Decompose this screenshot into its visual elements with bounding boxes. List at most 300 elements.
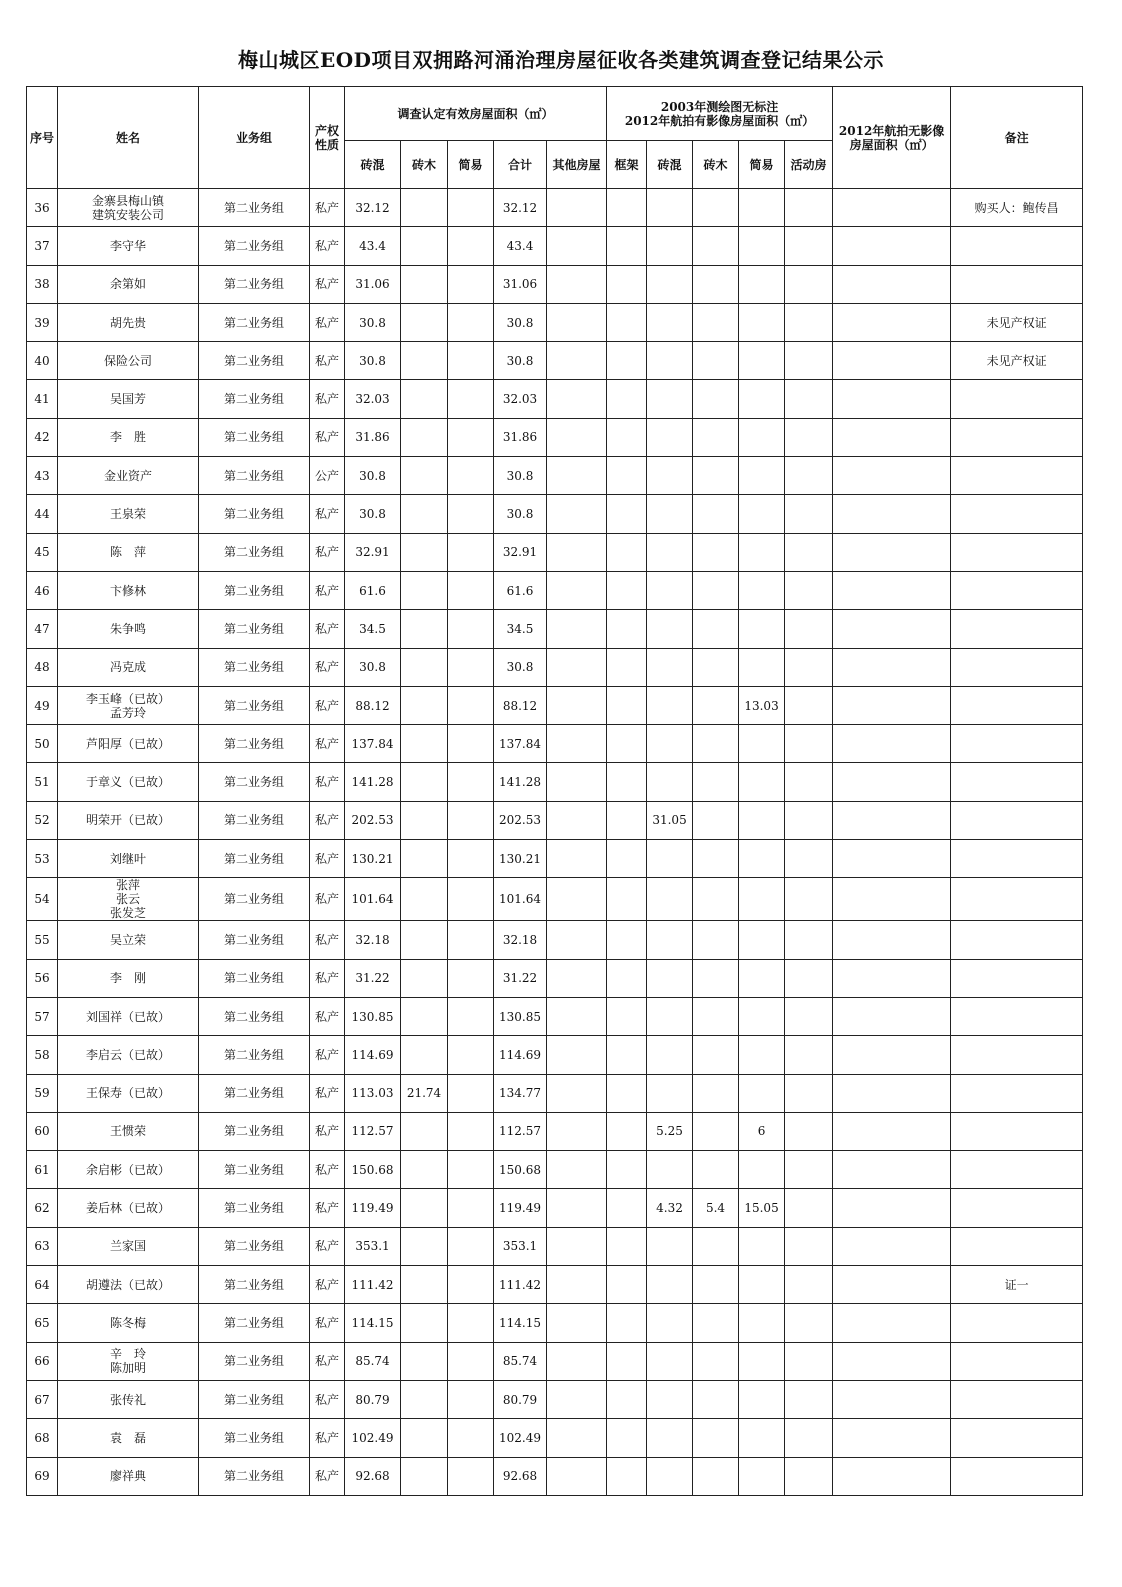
cell-aerial-simple [739, 342, 785, 380]
cell-name: 李启云（已故） [58, 1036, 199, 1074]
cell-noimage-area [833, 921, 951, 959]
cell-survey-brick-wood [401, 840, 448, 878]
cell-aerial-brick-concrete: 4.32 [647, 1189, 693, 1227]
cell-aerial-simple [739, 921, 785, 959]
cell-survey-brick-concrete: 88.12 [345, 686, 401, 724]
cell-seq: 69 [27, 1457, 58, 1495]
cell-name: 卞修林 [58, 571, 199, 609]
cell-aerial-mobile [785, 1151, 833, 1189]
cell-seq: 51 [27, 763, 58, 801]
cell-survey-simple [448, 648, 494, 686]
cell-aerial-brick-wood [693, 571, 739, 609]
cell-aerial-mobile [785, 1227, 833, 1265]
cell-aerial-brick-concrete [647, 1036, 693, 1074]
cell-survey-brick-wood [401, 1380, 448, 1418]
cell-survey-simple [448, 840, 494, 878]
cell-name: 王保寿（已故） [58, 1074, 199, 1112]
cell-aerial-frame [607, 571, 647, 609]
header-noimage: 2012年航拍无影像 房屋面积（㎡） [833, 87, 951, 189]
cell-name: 金业资产 [58, 457, 199, 495]
cell-aerial-brick-wood: 5.4 [693, 1189, 739, 1227]
cell-remark [951, 686, 1083, 724]
cell-survey-total: 32.18 [494, 921, 547, 959]
cell-seq: 49 [27, 686, 58, 724]
cell-survey-total: 130.21 [494, 840, 547, 878]
cell-aerial-mobile [785, 1304, 833, 1342]
cell-aerial-frame [607, 997, 647, 1035]
cell-aerial-mobile [785, 921, 833, 959]
cell-group: 第二业务组 [199, 189, 310, 227]
cell-survey-simple [448, 1342, 494, 1380]
table-row [27, 610, 1083, 648]
table-row [27, 801, 1083, 839]
cell-aerial-frame [607, 495, 647, 533]
cell-survey-other [547, 878, 607, 921]
cell-name: 胡先贵 [58, 303, 199, 341]
cell-survey-other [547, 418, 607, 456]
cell-survey-brick-concrete: 32.12 [345, 189, 401, 227]
cell-name: 余第如 [58, 265, 199, 303]
cell-group: 第二业务组 [199, 1112, 310, 1150]
cell-aerial-simple [739, 878, 785, 921]
cell-aerial-mobile [785, 1112, 833, 1150]
cell-aerial-brick-wood [693, 1457, 739, 1495]
cell-survey-brick-wood [401, 997, 448, 1035]
cell-property: 私产 [310, 571, 345, 609]
registration-table [26, 86, 1083, 1496]
cell-name: 余启彬（已故） [58, 1151, 199, 1189]
cell-group: 第二业务组 [199, 1074, 310, 1112]
cell-seq: 64 [27, 1266, 58, 1304]
cell-survey-brick-wood [401, 1304, 448, 1342]
header-aerial-group: 2003年测绘图无标注 2012年航拍有影像房屋面积（㎡） [607, 87, 833, 141]
cell-aerial-mobile [785, 189, 833, 227]
cell-group: 第二业务组 [199, 1342, 310, 1380]
cell-noimage-area [833, 571, 951, 609]
cell-property: 私产 [310, 1151, 345, 1189]
cell-property: 私产 [310, 1036, 345, 1074]
table-row [27, 1266, 1083, 1304]
cell-survey-brick-concrete: 30.8 [345, 342, 401, 380]
cell-group: 第二业务组 [199, 533, 310, 571]
table-row [27, 1227, 1083, 1265]
cell-survey-other [547, 380, 607, 418]
cell-noimage-area [833, 648, 951, 686]
table-row [27, 1112, 1083, 1150]
cell-aerial-simple [739, 380, 785, 418]
cell-noimage-area [833, 1342, 951, 1380]
cell-group: 第二业务组 [199, 418, 310, 456]
cell-remark: 证一 [951, 1266, 1083, 1304]
cell-noimage-area [833, 1074, 951, 1112]
cell-aerial-simple [739, 997, 785, 1035]
cell-seq: 54 [27, 878, 58, 921]
cell-aerial-mobile [785, 648, 833, 686]
cell-survey-total: 134.77 [494, 1074, 547, 1112]
page-title: 梅山城区EOD项目双拥路河涌治理房屋征收各类建筑调查登记结果公示 [237, 48, 884, 72]
cell-aerial-simple [739, 571, 785, 609]
cell-noimage-area [833, 959, 951, 997]
cell-aerial-frame [607, 763, 647, 801]
table-row [27, 418, 1083, 456]
cell-remark [951, 840, 1083, 878]
cell-aerial-simple [739, 1266, 785, 1304]
cell-seq: 68 [27, 1419, 58, 1457]
cell-seq: 53 [27, 840, 58, 878]
cell-aerial-brick-concrete [647, 1074, 693, 1112]
cell-aerial-brick-concrete [647, 342, 693, 380]
cell-aerial-brick-concrete [647, 878, 693, 921]
cell-aerial-mobile [785, 840, 833, 878]
cell-group: 第二业务组 [199, 495, 310, 533]
cell-group: 第二业务组 [199, 725, 310, 763]
cell-aerial-simple [739, 1419, 785, 1457]
cell-noimage-area [833, 686, 951, 724]
cell-aerial-brick-concrete [647, 265, 693, 303]
cell-aerial-simple [739, 610, 785, 648]
cell-group: 第二业务组 [199, 1419, 310, 1457]
cell-survey-other [547, 1074, 607, 1112]
cell-survey-simple [448, 959, 494, 997]
header-survey-col: 合计 [494, 141, 547, 189]
cell-survey-brick-wood [401, 1227, 448, 1265]
cell-survey-total: 30.8 [494, 342, 547, 380]
table-row [27, 265, 1083, 303]
cell-group: 第二业务组 [199, 380, 310, 418]
cell-group: 第二业务组 [199, 610, 310, 648]
cell-survey-other [547, 1457, 607, 1495]
cell-survey-simple [448, 457, 494, 495]
cell-survey-simple [448, 1074, 494, 1112]
cell-aerial-brick-wood [693, 763, 739, 801]
cell-aerial-brick-wood [693, 1074, 739, 1112]
cell-remark: 未见产权证 [951, 303, 1083, 341]
cell-name: 李玉峰（已故） 孟芳玲 [58, 686, 199, 724]
cell-survey-total: 32.12 [494, 189, 547, 227]
cell-survey-brick-wood [401, 1266, 448, 1304]
cell-aerial-brick-concrete [647, 1457, 693, 1495]
table-row [27, 959, 1083, 997]
cell-survey-total: 353.1 [494, 1227, 547, 1265]
cell-survey-simple [448, 495, 494, 533]
header-aerial-col: 简易 [739, 141, 785, 189]
cell-survey-brick-concrete: 113.03 [345, 1074, 401, 1112]
cell-aerial-mobile [785, 418, 833, 456]
cell-survey-simple [448, 610, 494, 648]
cell-noimage-area [833, 342, 951, 380]
cell-group: 第二业务组 [199, 1457, 310, 1495]
cell-aerial-mobile [785, 533, 833, 571]
cell-seq: 60 [27, 1112, 58, 1150]
table-row [27, 997, 1083, 1035]
cell-survey-simple [448, 725, 494, 763]
cell-survey-brick-wood [401, 801, 448, 839]
cell-remark [951, 1112, 1083, 1150]
cell-property: 公产 [310, 457, 345, 495]
cell-aerial-brick-wood [693, 418, 739, 456]
cell-remark [951, 533, 1083, 571]
cell-survey-other [547, 457, 607, 495]
cell-property: 私产 [310, 648, 345, 686]
cell-survey-brick-wood [401, 763, 448, 801]
cell-survey-brick-concrete: 202.53 [345, 801, 401, 839]
cell-remark [951, 610, 1083, 648]
cell-survey-brick-concrete: 150.68 [345, 1151, 401, 1189]
cell-aerial-brick-wood [693, 648, 739, 686]
cell-survey-brick-concrete: 85.74 [345, 1342, 401, 1380]
cell-property: 私产 [310, 1380, 345, 1418]
cell-survey-total: 34.5 [494, 610, 547, 648]
cell-property: 私产 [310, 1457, 345, 1495]
table-row [27, 921, 1083, 959]
cell-remark [951, 1342, 1083, 1380]
cell-survey-other [547, 1419, 607, 1457]
cell-seq: 61 [27, 1151, 58, 1189]
cell-seq: 46 [27, 571, 58, 609]
cell-property: 私产 [310, 1419, 345, 1457]
cell-survey-other [547, 648, 607, 686]
cell-group: 第二业务组 [199, 457, 310, 495]
cell-name: 袁 磊 [58, 1419, 199, 1457]
cell-survey-total: 30.8 [494, 457, 547, 495]
cell-survey-simple [448, 1304, 494, 1342]
cell-group: 第二业务组 [199, 921, 310, 959]
cell-remark [951, 801, 1083, 839]
header-group: 业务组 [199, 87, 310, 189]
cell-survey-total: 141.28 [494, 763, 547, 801]
cell-aerial-brick-concrete [647, 418, 693, 456]
cell-survey-other [547, 1380, 607, 1418]
cell-survey-brick-concrete: 114.15 [345, 1304, 401, 1342]
cell-aerial-brick-concrete [647, 725, 693, 763]
cell-survey-total: 130.85 [494, 997, 547, 1035]
header-remark: 备注 [951, 87, 1083, 189]
cell-aerial-mobile [785, 1189, 833, 1227]
cell-survey-simple [448, 1266, 494, 1304]
table-row [27, 571, 1083, 609]
cell-noimage-area [833, 1227, 951, 1265]
table-row [27, 1189, 1083, 1227]
cell-aerial-brick-concrete [647, 763, 693, 801]
cell-aerial-frame [607, 1189, 647, 1227]
cell-seq: 38 [27, 265, 58, 303]
cell-name: 陈冬梅 [58, 1304, 199, 1342]
cell-aerial-mobile [785, 571, 833, 609]
table-row [27, 1304, 1083, 1342]
cell-aerial-brick-wood [693, 686, 739, 724]
cell-aerial-frame [607, 686, 647, 724]
cell-seq: 37 [27, 227, 58, 265]
cell-survey-other [547, 725, 607, 763]
cell-aerial-frame [607, 648, 647, 686]
cell-survey-total: 119.49 [494, 1189, 547, 1227]
cell-aerial-simple [739, 1227, 785, 1265]
cell-seq: 65 [27, 1304, 58, 1342]
cell-name: 李 胜 [58, 418, 199, 456]
table-row [27, 227, 1083, 265]
cell-seq: 52 [27, 801, 58, 839]
cell-survey-total: 30.8 [494, 648, 547, 686]
cell-survey-brick-wood: 21.74 [401, 1074, 448, 1112]
cell-aerial-frame [607, 725, 647, 763]
cell-aerial-brick-wood [693, 1380, 739, 1418]
cell-survey-other [547, 1227, 607, 1265]
cell-survey-brick-concrete: 114.69 [345, 1036, 401, 1074]
cell-name: 保险公司 [58, 342, 199, 380]
cell-noimage-area [833, 1189, 951, 1227]
cell-noimage-area [833, 189, 951, 227]
cell-remark [951, 997, 1083, 1035]
cell-aerial-mobile [785, 725, 833, 763]
cell-aerial-frame [607, 1380, 647, 1418]
table-row [27, 840, 1083, 878]
cell-survey-other [547, 342, 607, 380]
table-row [27, 303, 1083, 341]
cell-noimage-area [833, 495, 951, 533]
cell-survey-brick-wood [401, 959, 448, 997]
cell-group: 第二业务组 [199, 763, 310, 801]
cell-property: 私产 [310, 303, 345, 341]
cell-survey-simple [448, 1227, 494, 1265]
cell-survey-brick-wood [401, 1457, 448, 1495]
cell-noimage-area [833, 763, 951, 801]
header-property: 产权 性质 [310, 87, 345, 189]
cell-survey-brick-wood [401, 265, 448, 303]
cell-survey-brick-wood [401, 1036, 448, 1074]
cell-noimage-area [833, 380, 951, 418]
cell-aerial-simple [739, 1457, 785, 1495]
cell-aerial-brick-concrete [647, 189, 693, 227]
cell-remark [951, 571, 1083, 609]
table-row [27, 1342, 1083, 1380]
cell-aerial-frame [607, 418, 647, 456]
cell-survey-simple [448, 265, 494, 303]
cell-survey-simple [448, 1112, 494, 1150]
cell-survey-brick-wood [401, 342, 448, 380]
cell-property: 私产 [310, 921, 345, 959]
cell-remark [951, 1074, 1083, 1112]
cell-survey-total: 112.57 [494, 1112, 547, 1150]
cell-survey-other [547, 1189, 607, 1227]
cell-group: 第二业务组 [199, 1189, 310, 1227]
header-survey-col: 简易 [448, 141, 494, 189]
cell-group: 第二业务组 [199, 801, 310, 839]
cell-remark [951, 418, 1083, 456]
cell-remark [951, 1419, 1083, 1457]
cell-name: 芦阳厚（已故） [58, 725, 199, 763]
cell-aerial-mobile [785, 1036, 833, 1074]
cell-survey-other [547, 840, 607, 878]
cell-survey-simple [448, 921, 494, 959]
table-row [27, 380, 1083, 418]
cell-aerial-brick-wood [693, 227, 739, 265]
cell-name: 张传礼 [58, 1380, 199, 1418]
cell-property: 私产 [310, 725, 345, 763]
cell-aerial-mobile [785, 1457, 833, 1495]
cell-aerial-brick-wood [693, 1036, 739, 1074]
cell-name: 王惯荣 [58, 1112, 199, 1150]
cell-aerial-brick-concrete [647, 648, 693, 686]
cell-aerial-brick-wood [693, 457, 739, 495]
header-seq: 序号 [27, 87, 58, 189]
cell-property: 私产 [310, 763, 345, 801]
cell-aerial-frame [607, 342, 647, 380]
cell-aerial-mobile [785, 763, 833, 801]
cell-group: 第二业务组 [199, 1380, 310, 1418]
cell-aerial-brick-concrete [647, 1304, 693, 1342]
cell-property: 私产 [310, 997, 345, 1035]
cell-aerial-brick-wood [693, 725, 739, 763]
cell-aerial-simple [739, 725, 785, 763]
cell-survey-brick-concrete: 92.68 [345, 1457, 401, 1495]
cell-remark [951, 1189, 1083, 1227]
cell-survey-simple [448, 878, 494, 921]
cell-aerial-mobile [785, 265, 833, 303]
cell-group: 第二业务组 [199, 1227, 310, 1265]
cell-group: 第二业务组 [199, 227, 310, 265]
cell-survey-brick-wood [401, 878, 448, 921]
cell-aerial-frame [607, 1036, 647, 1074]
cell-aerial-frame [607, 303, 647, 341]
cell-name: 王泉荣 [58, 495, 199, 533]
cell-group: 第二业务组 [199, 303, 310, 341]
cell-noimage-area [833, 1457, 951, 1495]
table-row [27, 533, 1083, 571]
cell-aerial-mobile [785, 610, 833, 648]
cell-aerial-brick-concrete [647, 1151, 693, 1189]
cell-aerial-brick-concrete [647, 840, 693, 878]
cell-aerial-frame [607, 921, 647, 959]
cell-aerial-mobile [785, 878, 833, 921]
cell-property: 私产 [310, 610, 345, 648]
cell-remark [951, 921, 1083, 959]
cell-seq: 56 [27, 959, 58, 997]
table-row [27, 686, 1083, 724]
cell-name: 金寨县梅山镇 建筑安装公司 [58, 189, 199, 227]
cell-seq: 48 [27, 648, 58, 686]
cell-survey-brick-concrete: 102.49 [345, 1419, 401, 1457]
cell-aerial-brick-wood [693, 1304, 739, 1342]
cell-group: 第二业务组 [199, 1151, 310, 1189]
cell-survey-brick-wood [401, 571, 448, 609]
cell-survey-simple [448, 189, 494, 227]
cell-survey-other [547, 265, 607, 303]
cell-aerial-brick-concrete: 5.25 [647, 1112, 693, 1150]
cell-aerial-brick-wood [693, 610, 739, 648]
cell-name: 胡遵法（已故） [58, 1266, 199, 1304]
cell-aerial-frame [607, 227, 647, 265]
cell-survey-brick-wood [401, 303, 448, 341]
cell-property: 私产 [310, 1227, 345, 1265]
cell-aerial-mobile [785, 227, 833, 265]
cell-remark [951, 1304, 1083, 1342]
cell-aerial-simple: 15.05 [739, 1189, 785, 1227]
cell-group: 第二业务组 [199, 648, 310, 686]
cell-aerial-simple [739, 1380, 785, 1418]
cell-survey-other [547, 303, 607, 341]
cell-survey-simple [448, 1380, 494, 1418]
cell-survey-brick-concrete: 32.03 [345, 380, 401, 418]
cell-aerial-frame [607, 1342, 647, 1380]
cell-aerial-brick-wood [693, 1227, 739, 1265]
cell-survey-simple [448, 303, 494, 341]
cell-survey-total: 30.8 [494, 495, 547, 533]
cell-property: 私产 [310, 1342, 345, 1380]
cell-survey-total: 88.12 [494, 686, 547, 724]
cell-noimage-area [833, 801, 951, 839]
cell-survey-other [547, 495, 607, 533]
cell-aerial-frame [607, 1304, 647, 1342]
